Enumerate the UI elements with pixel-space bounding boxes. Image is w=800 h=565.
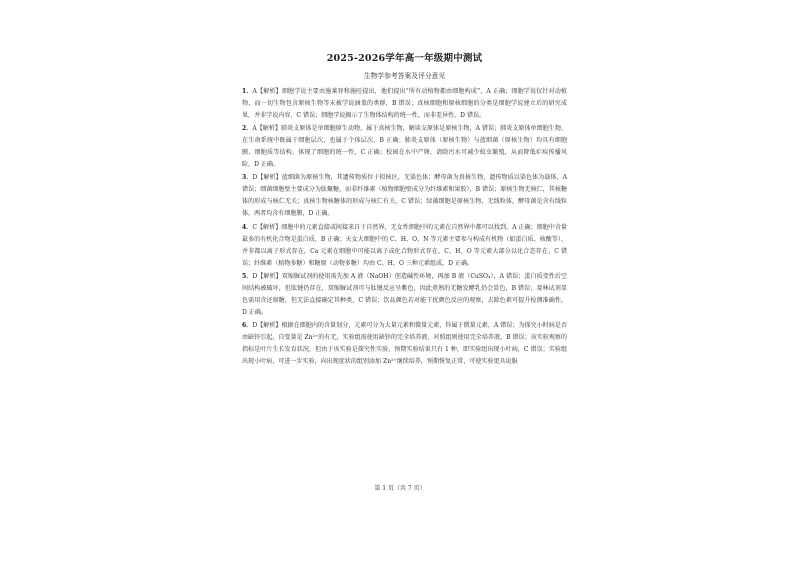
answer-number: 4． — [242, 223, 253, 231]
answer-item — [242, 86, 567, 122]
answer-item — [242, 172, 567, 220]
answer-item — [242, 271, 567, 319]
answer-text: A【解析】细胞学说主要由施莱登和施旺提出，他们提出“所有动植物都由细胞构成”，A 正确；细胞学说仅针对动植物，而一切生物包含原核生物等未被学说涵盖的类群，B 错误；真核细胞和原核细胞的分类是细胞学说建立后的研究成果，并非学说内容，C 错误；细胞学说揭示了生物体结构的统一性，而非差异性，D 错误。 — [242, 88, 567, 120]
answer-text: A【解析】肺炎支原体是单细胞原生动物，属于真核生物，解读支原体是原核生物，A 错误；肺炎支原体单细胞生物，在生命系统中既属于细胞层次，也属于个体层次，B 正确；肺炎支原体（原核生物）与蓝细菌（原核生物）均具有细胞膜、细胞质等结构，体现了细胞的统一性，C 正确；校园在水中产卵，请除污水可减少蚊虫繁殖，从而降低疟疾传播风险，D 正确。 — [242, 125, 567, 169]
answer-text: D【解析】蓝细菌为原核生物，其遗传物质位于拟核区，无染色体；酵母菌为真核生物，遗传物质以染色体为载体，A 错误；细菌细胞壁主要成分为肽聚糖，而非纤维素（植物细胞壁成分为纤维素和果胶），B 错误；原核生物无核仁，其核糖体的形成与核仁无关；真核生物核糖体的形成与核仁有关，C 错误；绿藻细胞是原核生物，无线粒体，酵母菌是含有线粒体，两者均含有细胞膜，D 正确。 — [242, 174, 567, 218]
page-footer: 第 1 页（共 7 页） — [374, 485, 426, 492]
answer-text: D【解析】根据在细胞内的含量划分，元素可分为大量元素和微量元素，锌属于微量元素，A 错误；为探究小时病是否由缺锌引起，自变量是 Zn²⁺的有无，实验组需使用缺锌的完全培养液，对照组则使用完全培养液，B 错误；该实验观察的指标是叶片生长发育状况，但由于该实验是探究性实验，预期实验结果只有 1 种，即实验组出现小叶病，C 错误；实验组出现小叶病，可进一步实验，向出现症状的组别添加 Zn²⁺继续培养，预期恢复正常，可使实验更具说服 — [242, 321, 567, 366]
document-subtitle: 生物学参考答案及评分意见 — [363, 72, 446, 80]
answer-number: 6． — [242, 321, 253, 329]
answer-text: D【解析】双缩脲试剂的使用需先加 A 液（NaOH）创造碱性环境，再加 B 液（CuSO₄），A 错误；蛋白质变性后空间结构被破坏，但肽键仍存在，双缩脲试剂可与肽键反应呈紫色，因此煮熟的无糖发酵乳仍会显色，B 错误；斐林试剂显色需用含还原糖，但无法直接确定其种类，C 错误；饮品颜色若对能干扰颜色反应的观察，去除色素可提升检测准确性，D 正确。 — [242, 272, 568, 316]
document-title: 2025-2026学年高一年级期中测试 — [326, 53, 483, 64]
answer-text: C【解析】细胞中的元素直接或间接来自于自然界，无女性细胞中的元素在自然界中都可以找到，A 正确；细胞中含量最多的有机化合物是蛋白质，B 正确；天女大细胞中的 C、H、O、N 等元素主要参与构成有机物（如蛋白质、核酸等），并非都以离子形式存在，Ca 元素在细胞中可能以离子或化合物形式存在，C、H、O 等元素大部分以化合态存在，C 错误；纤维素（植物多糖）和糖原（动物多糖）均由 C、H、O 三种元素组成，D 正确。 — [242, 223, 567, 267]
answer-item — [242, 123, 567, 171]
document-body — [242, 50, 567, 369]
answer-number: 5． — [242, 272, 253, 280]
answer-number: 2． — [242, 125, 253, 133]
answer-item — [242, 222, 567, 270]
answer-item — [242, 320, 567, 368]
answer-number: 1． — [242, 88, 253, 95]
answer-number: 3． — [242, 174, 253, 182]
